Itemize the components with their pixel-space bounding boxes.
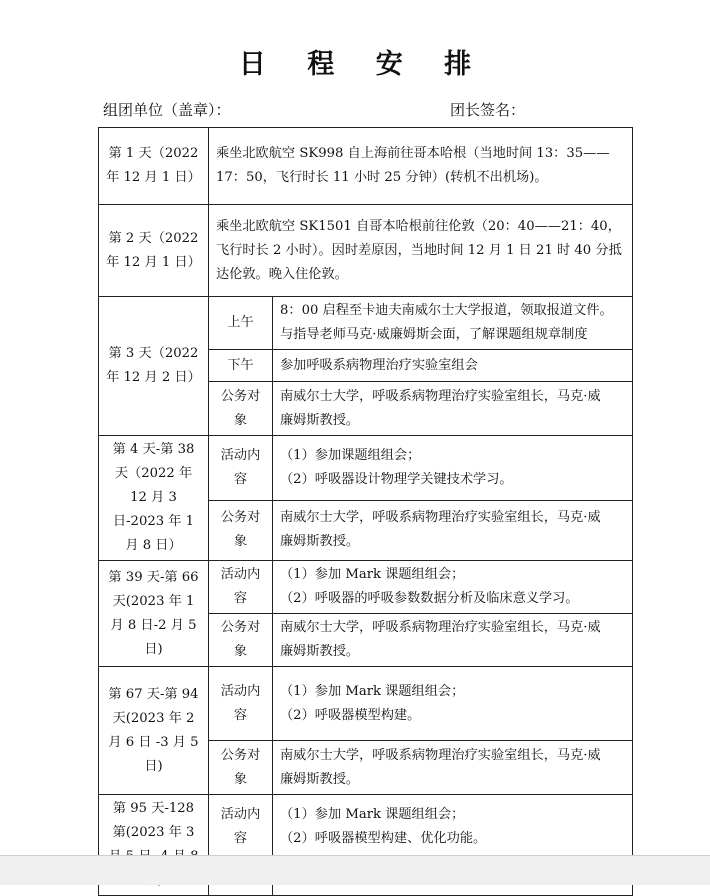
page-bottom-edge [0, 855, 710, 885]
activity-line: 与指导老师马克·威廉姆斯会面，了解课题组规章制度 [280, 327, 588, 342]
activity-line: （2）呼吸器模型构建。 [280, 707, 421, 723]
activity-line: （2）呼吸器模型构建、优化功能。 [280, 830, 487, 846]
day-cell: 第 4 天-第 38 天（2022 年 12 月 3 日-2023 年 1 月 8 日） [99, 436, 209, 561]
activity-cell [273, 436, 633, 501]
activity-cell [273, 741, 633, 795]
activity-line: （1）参加课题组组会； [280, 447, 421, 463]
activity-line: （2）呼吸器设计物理学关键技术学习。 [280, 471, 513, 487]
schedule-table [98, 127, 633, 896]
activity-line: 南威尔士大学，呼吸系病物理治疗实验室组长，马克·威 [280, 620, 601, 635]
activity-line: 8：00 启程至卡迪夫南威尔士大学报道，领取报道文件。 [280, 303, 613, 318]
sub-label-cell: 公务对象 [209, 500, 273, 560]
sub-label-cell: 活动内容 [209, 436, 273, 501]
activity-line: （1）参加 Mark 课题组组会； [280, 806, 465, 822]
activity-line: 参加呼吸系病物理治疗实验室组会 [280, 357, 478, 373]
activity-line: 廉姆斯教授。 [280, 771, 360, 787]
day-cell: 第 2 天（2022 年 12 月 1 日） [99, 205, 209, 297]
sub-label-cell: 公务对象 [209, 614, 273, 667]
schedule-row [99, 667, 633, 741]
activity-cell [273, 561, 633, 614]
activity-line: 廉姆斯教授。 [280, 412, 360, 428]
page-title: 日 程 安 排 [238, 49, 488, 80]
sub-label-cell: 活动内容 [209, 561, 273, 614]
activity-line: 廉姆斯教授。 [280, 534, 360, 550]
activity-cell [273, 500, 633, 560]
activity-cell [273, 667, 633, 741]
sub-label-cell: 上午 [209, 297, 273, 350]
activity-cell [273, 297, 633, 350]
activity-line: 南威尔士大学，呼吸系病物理治疗实验室组长，马克·威 [280, 388, 601, 404]
activity-line: （1）参加 Mark 课题组组会； [280, 683, 465, 699]
activity-cell [273, 350, 633, 382]
itinerary-cell: 乘坐北欧航空 SK998 自上海前往哥本哈根（当地时间 13：35——17：50，飞行时长 11 小时 25 分钟）(转机不出机场)。 [209, 128, 633, 205]
itinerary-cell: 乘坐北欧航空 SK1501 自哥本哈根前往伦敦（20：40——21：40，飞行时长 2 小时）。因时差原因，当地时间 12 月 1 日 21 时 40 分抵达伦敦。晚入住伦敦。 [209, 205, 633, 297]
activity-cell [273, 382, 633, 436]
schedule-row [99, 128, 633, 205]
sub-label-cell: 公务对象 [209, 741, 273, 795]
schedule-row [99, 436, 633, 501]
activity-line: 南威尔士大学，呼吸系病物理治疗实验室组长，马克·威 [280, 747, 601, 763]
activity-line: 廉姆斯教授。 [280, 644, 360, 659]
day-cell: 第 1 天（2022 年 12 月 1 日） [99, 128, 209, 205]
team-leader-signature-label: 团长签名： [450, 101, 526, 119]
sub-label-cell: 公务对象 [209, 382, 273, 436]
activity-line: （1）参加 Mark 课题组组会； [280, 567, 465, 582]
schedule-row [99, 297, 633, 350]
day-cell: 第 39 天-第 66 天(2023 年 1 月 8 日-2 月 5 日) [99, 561, 209, 667]
activity-cell [273, 614, 633, 667]
day-cell: 第 3 天（2022 年 12 月 2 日） [99, 297, 209, 436]
sub-label-cell: 下午 [209, 350, 273, 382]
sub-label-cell: 活动内容 [209, 795, 273, 859]
activity-cell [273, 795, 633, 859]
schedule-row [99, 561, 633, 614]
activity-line: （2）呼吸器的呼吸参数数据分析及临床意义学习。 [280, 591, 579, 606]
day-cell: 第 67 天-第 94 天(2023 年 2 月 6 日 -3 月 5 日) [99, 667, 209, 795]
day-cell: 第 95 天-128 第(2023 年 3 [99, 795, 209, 896]
organizing-unit-label: 组团单位（盖章）： [103, 101, 231, 119]
schedule-row [99, 795, 633, 859]
schedule-row [99, 205, 633, 297]
sub-label-cell: 活动内容 [209, 667, 273, 741]
activity-line: 南威尔士大学，呼吸系病物理治疗实验室组长，马克·威 [280, 510, 601, 526]
